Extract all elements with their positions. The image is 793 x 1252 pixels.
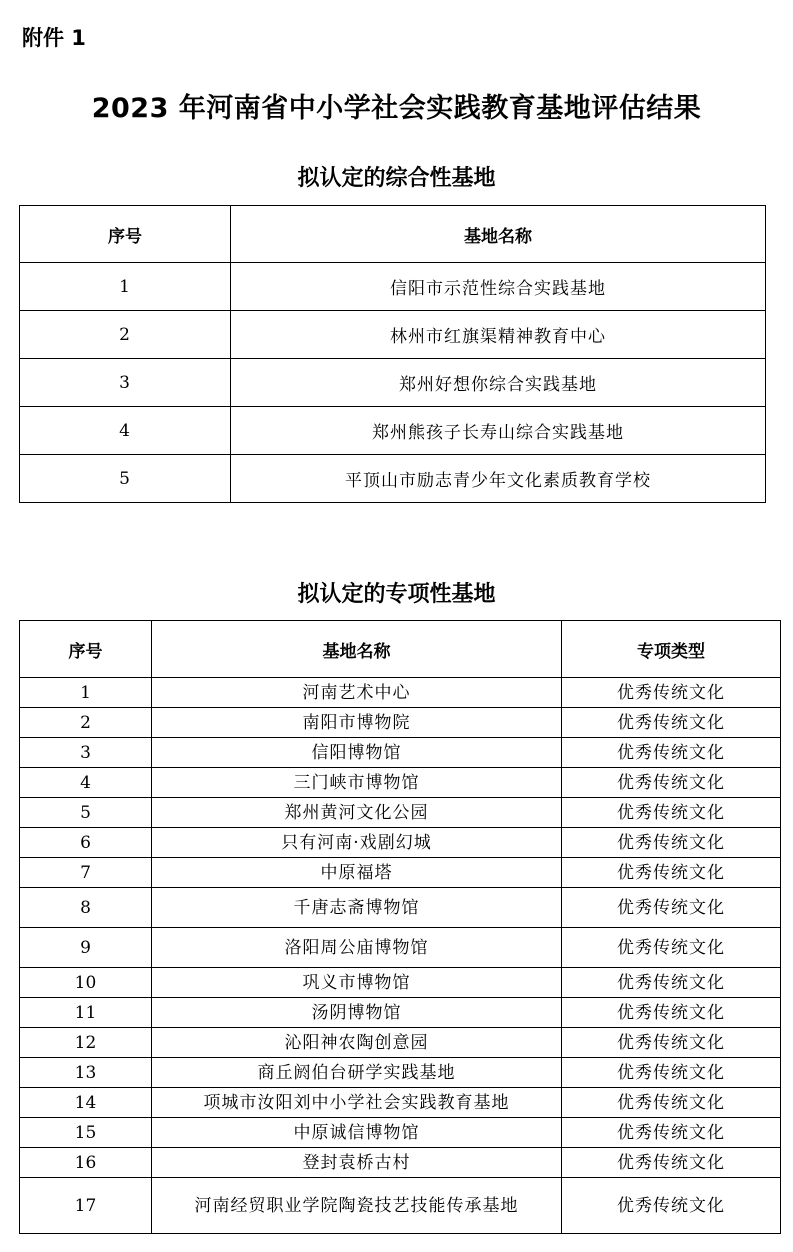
row-index: 12 xyxy=(20,1028,152,1058)
row-special-type: 优秀传统文化 xyxy=(562,768,781,798)
row-base-name: 河南艺术中心 xyxy=(152,678,562,708)
row-index: 17 xyxy=(20,1178,152,1234)
row-index: 4 xyxy=(20,407,231,455)
row-index: 3 xyxy=(20,359,231,407)
row-base-name: 信阳博物馆 xyxy=(152,738,562,768)
table-row xyxy=(20,1178,781,1234)
table-row xyxy=(20,928,781,968)
row-index: 16 xyxy=(20,1148,152,1178)
table-row xyxy=(20,407,766,455)
table-row xyxy=(20,998,781,1028)
row-special-type: 优秀传统文化 xyxy=(562,998,781,1028)
row-special-type: 优秀传统文化 xyxy=(562,678,781,708)
row-special-type: 优秀传统文化 xyxy=(562,1178,781,1234)
row-base-name: 汤阴博物馆 xyxy=(152,998,562,1028)
table-row xyxy=(20,678,781,708)
special-bases-table xyxy=(19,620,781,1234)
row-index: 4 xyxy=(20,768,152,798)
header-base-name: 基地名称 xyxy=(152,621,562,678)
comprehensive-bases-table xyxy=(19,205,766,503)
table-header-row xyxy=(20,206,766,263)
table-row xyxy=(20,311,766,359)
table-row xyxy=(20,858,781,888)
row-index: 6 xyxy=(20,828,152,858)
table-row xyxy=(20,1088,781,1118)
row-base-name: 千唐志斋博物馆 xyxy=(152,888,562,928)
row-base-name: 林州市红旗渠精神教育中心 xyxy=(231,311,766,359)
row-base-name: 信阳市示范性综合实践基地 xyxy=(231,263,766,311)
row-special-type: 优秀传统文化 xyxy=(562,708,781,738)
table-row xyxy=(20,738,781,768)
row-special-type: 优秀传统文化 xyxy=(562,1148,781,1178)
header-index: 序号 xyxy=(20,206,231,263)
page-title: 2023 年河南省中小学社会实践教育基地评估结果 xyxy=(91,93,702,124)
row-special-type: 优秀传统文化 xyxy=(562,738,781,768)
row-special-type: 优秀传统文化 xyxy=(562,1118,781,1148)
attachment-label: 附件 1 xyxy=(22,26,86,50)
row-special-type: 优秀传统文化 xyxy=(562,1088,781,1118)
header-special-type: 专项类型 xyxy=(562,621,781,678)
row-special-type: 优秀传统文化 xyxy=(562,968,781,998)
row-index: 10 xyxy=(20,968,152,998)
section2-title: 拟认定的专项性基地 xyxy=(297,582,496,607)
row-base-name: 平顶山市励志青少年文化素质教育学校 xyxy=(231,455,766,503)
header-index: 序号 xyxy=(20,621,152,678)
section1-title: 拟认定的综合性基地 xyxy=(297,166,496,191)
row-base-name: 巩义市博物馆 xyxy=(152,968,562,998)
table-row xyxy=(20,359,766,407)
row-index: 1 xyxy=(20,263,231,311)
table-row xyxy=(20,1058,781,1088)
row-base-name: 项城市汝阳刘中小学社会实践教育基地 xyxy=(152,1088,562,1118)
row-index: 13 xyxy=(20,1058,152,1088)
row-index: 5 xyxy=(20,455,231,503)
table-row xyxy=(20,1148,781,1178)
table-row xyxy=(20,768,781,798)
row-base-name: 中原福塔 xyxy=(152,858,562,888)
row-base-name: 商丘阏伯台研学实践基地 xyxy=(152,1058,562,1088)
row-index: 14 xyxy=(20,1088,152,1118)
row-base-name: 三门峡市博物馆 xyxy=(152,768,562,798)
table-row xyxy=(20,263,766,311)
row-index: 11 xyxy=(20,998,152,1028)
row-base-name: 沁阳神农陶创意园 xyxy=(152,1028,562,1058)
row-index: 9 xyxy=(20,928,152,968)
row-special-type: 优秀传统文化 xyxy=(562,1028,781,1058)
row-base-name: 南阳市博物院 xyxy=(152,708,562,738)
header-base-name: 基地名称 xyxy=(231,206,766,263)
row-special-type: 优秀传统文化 xyxy=(562,1058,781,1088)
row-base-name: 洛阳周公庙博物馆 xyxy=(152,928,562,968)
row-base-name: 登封袁桥古村 xyxy=(152,1148,562,1178)
row-base-name: 郑州好想你综合实践基地 xyxy=(231,359,766,407)
table-row xyxy=(20,828,781,858)
row-base-name: 郑州黄河文化公园 xyxy=(152,798,562,828)
row-special-type: 优秀传统文化 xyxy=(562,798,781,828)
row-special-type: 优秀传统文化 xyxy=(562,828,781,858)
table-header-row xyxy=(20,621,781,678)
row-index: 3 xyxy=(20,738,152,768)
table-row xyxy=(20,888,781,928)
row-base-name: 只有河南·戏剧幻城 xyxy=(152,828,562,858)
row-index: 1 xyxy=(20,678,152,708)
row-index: 7 xyxy=(20,858,152,888)
table-row xyxy=(20,708,781,738)
row-base-name: 郑州熊孩子长寿山综合实践基地 xyxy=(231,407,766,455)
table-row xyxy=(20,798,781,828)
row-index: 5 xyxy=(20,798,152,828)
row-index: 8 xyxy=(20,888,152,928)
table-row xyxy=(20,968,781,998)
row-base-name: 河南经贸职业学院陶瓷技艺技能传承基地 xyxy=(152,1178,562,1234)
row-index: 2 xyxy=(20,311,231,359)
row-index: 15 xyxy=(20,1118,152,1148)
table-row xyxy=(20,1118,781,1148)
row-base-name: 中原诚信博物馆 xyxy=(152,1118,562,1148)
row-index: 2 xyxy=(20,708,152,738)
row-special-type: 优秀传统文化 xyxy=(562,928,781,968)
row-special-type: 优秀传统文化 xyxy=(562,858,781,888)
table-row xyxy=(20,455,766,503)
table-row xyxy=(20,1028,781,1058)
row-special-type: 优秀传统文化 xyxy=(562,888,781,928)
